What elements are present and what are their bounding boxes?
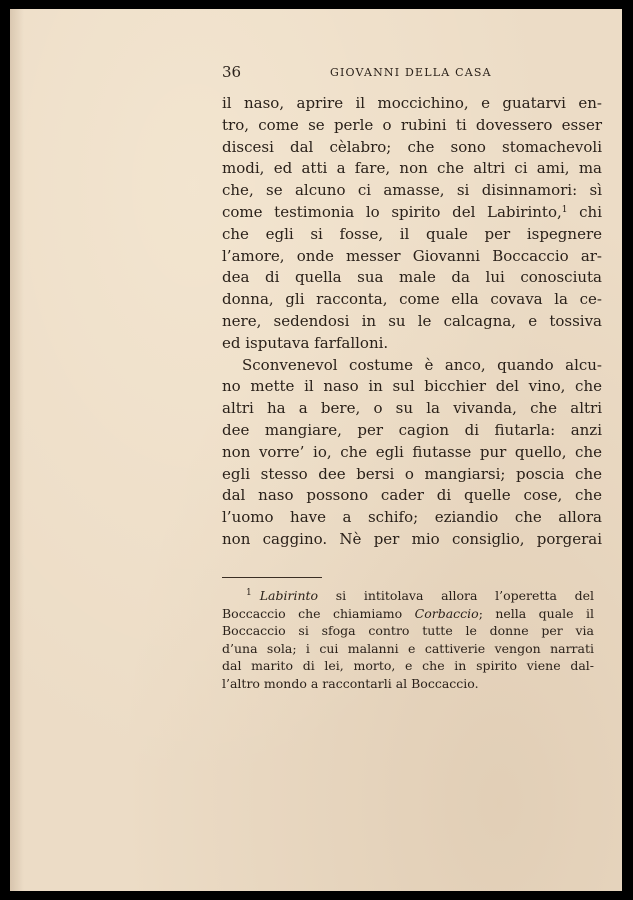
text-line: modi, ed atti a fare, non che altri ci ami, ma xyxy=(222,159,602,178)
text-line: discesi dal cèlabro; che sono stomachevoli xyxy=(222,137,602,156)
text-line: ed isputava farfalloni. xyxy=(222,333,389,352)
book-page xyxy=(10,9,622,891)
text-line: dal naso possono cader di quelle cose, che xyxy=(222,486,602,505)
text-line: non caggino. Nè per mio consiglio, porgerai xyxy=(222,529,602,548)
running-head: GIOVANNI DELLA CASA xyxy=(330,66,492,79)
text-line: che egli si fosse, il quale per ispegnere xyxy=(222,224,602,243)
text-segment: ; nella quale il xyxy=(478,605,594,621)
body-text xyxy=(222,93,602,551)
text-line: il naso, aprire il moccichino, e guatarvi en- xyxy=(222,94,602,112)
text-segment: chi xyxy=(567,202,602,221)
text-segment: Boccaccio che chiamiamo xyxy=(222,605,415,621)
footnote-italic: Labirinto xyxy=(259,588,319,603)
footnote-line xyxy=(222,587,594,605)
page-number: 36 xyxy=(222,63,242,81)
footnote-divider xyxy=(222,577,322,578)
footnote-reference: 1 xyxy=(561,204,568,215)
text-line: altri ha a bere, o su la vivanda, che altri xyxy=(222,399,602,418)
footnote-mark: 1 xyxy=(246,588,252,598)
text-line: no mette il naso in sul bicchier del vino, che xyxy=(222,377,602,396)
text-line: egli stesso dee bersi o mangiarsi; poscia che xyxy=(222,464,602,483)
footnote-line: l’altro mondo a raccontarli al Boccaccio. xyxy=(222,675,479,691)
text-line: donna, gli racconta, come ella covava la ce- xyxy=(222,290,602,309)
footnote-line: d’una sola; i cui malanni e cattiverie vengon narrati xyxy=(222,640,594,656)
text-segment: come testimonia lo spirito del Labirinto, xyxy=(222,202,562,221)
footnote-italic: Corbaccio xyxy=(414,605,479,621)
text-line: dee mangiare, per cagion di fiutarla: anzi xyxy=(222,420,602,439)
text-line: l’uomo have a schifo; eziandio che allora xyxy=(222,508,602,527)
footnote xyxy=(222,587,594,693)
text-line: non vorre’ io, che egli fiutasse pur quello, che xyxy=(222,442,602,461)
text-line: Sconvenevol costume è anco, quando alcu- xyxy=(242,355,602,374)
text-line: dea di quella sua male da lui conosciuta xyxy=(222,268,602,287)
text-line: l’amore, onde messer Giovanni Boccaccio ar- xyxy=(222,246,602,265)
text-segment: si intitolava allora l’operetta del xyxy=(318,588,594,603)
footnote-line: Boccaccio si sfoga contro tutte le donne per via xyxy=(222,623,594,639)
text-line: tro, come se perle o rubini ti dovessero esser xyxy=(222,115,602,134)
text-line: che, se alcuno ci amasse, si disinnamori: sì xyxy=(222,181,602,200)
page-header xyxy=(222,63,602,85)
footnote-line: dal marito di lei, morto, e che in spirito viene dal- xyxy=(222,658,594,674)
text-line xyxy=(222,202,602,224)
text-line: nere, sedendosi in su le calcagna, e tossiva xyxy=(222,311,602,330)
footnote-line xyxy=(222,605,594,623)
